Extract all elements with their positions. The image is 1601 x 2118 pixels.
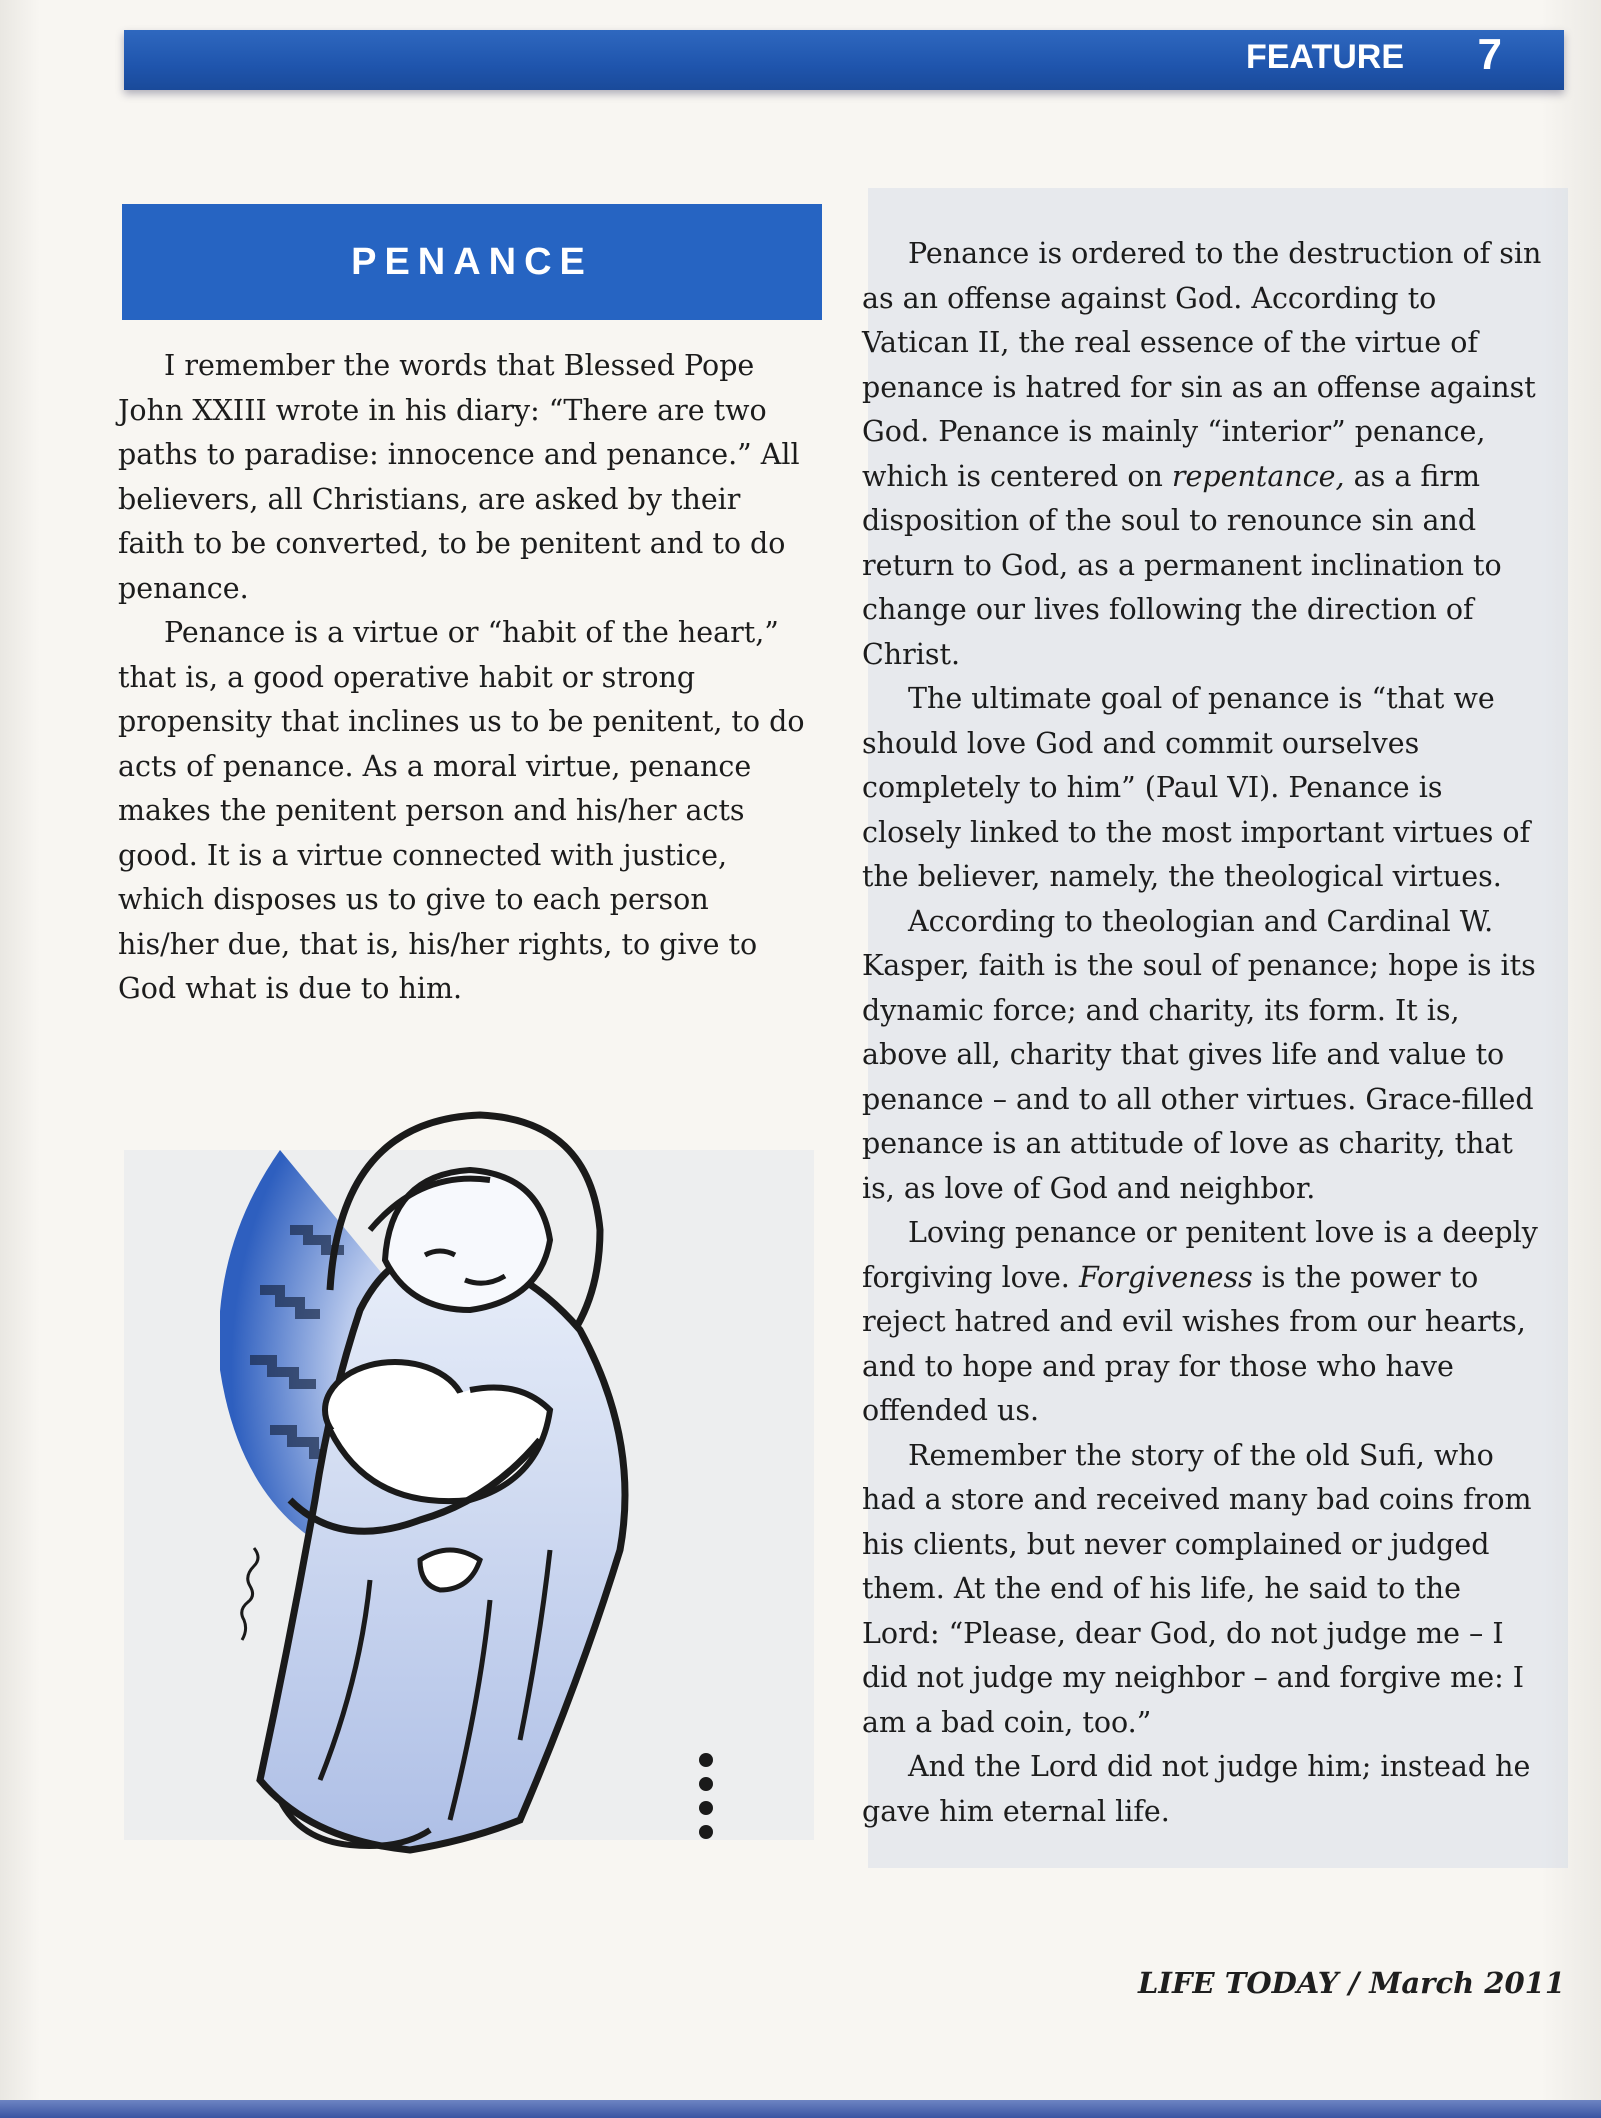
bottom-edge-strip: [0, 2100, 1601, 2118]
section-label: FEATURE: [1245, 38, 1404, 76]
text-run: is the power to reject hatred and evil wishes from our hearts, and to hope and pray for those who have offended us.: [862, 1260, 1526, 1427]
decor-dot: [699, 1825, 713, 1839]
paragraph: [862, 900, 1544, 1212]
text-run: as a firm disposition of the soul to renounce sin and return to God, as a permanent inclination to change our lives following the direction of Christ.: [862, 459, 1502, 671]
paragraph: [862, 677, 1544, 900]
madonna-and-child-illustration: [220, 1080, 780, 1880]
left-column: [118, 344, 812, 1012]
page-number: 7: [1477, 30, 1502, 79]
decor-dot: [699, 1753, 713, 1767]
text-run: And the Lord did not judge him; instead he gave him eternal life.: [862, 1750, 1531, 1828]
decor-dot: [699, 1801, 713, 1815]
section-header-bar: [124, 30, 1564, 90]
article-title: PENANCE: [351, 240, 593, 283]
text-run: Loving penance or penitent love is a deeply forgiving love.: [862, 1216, 1538, 1294]
paragraph: [862, 1434, 1544, 1746]
publication-footer: LIFE TODAY / March 2011: [1138, 1966, 1565, 2000]
paragraph: [862, 1745, 1544, 1834]
paragraph: Penance is a virtue or “habit of the heart,” that is, a good operative habit or strong propensity that inclines us to be penitent, to do acts of penance. As a moral virtue, penance makes the penitent person and his/her acts good. It is a virtue connected with justice, which disposes us to give to each person his/her due, that is, his/her rights, to give to God what is due to him.: [118, 616, 805, 1005]
right-column: [862, 232, 1544, 1834]
paragraph: [862, 232, 1544, 677]
article-title-box: [122, 204, 822, 320]
paragraph: [862, 1211, 1544, 1434]
decor-dot: [699, 1777, 713, 1791]
paragraph: I remember the words that Blessed Pope John XXIII wrote in his diary: “There are two paths to paradise: innocence and penance.” All believers, all Christians, are asked by their faith to be converted, to be penitent and to do penance.: [118, 349, 800, 605]
emphasis-text: repentance,: [1171, 459, 1345, 493]
artist-signature: [242, 1548, 258, 1640]
text-run: Remember the story of the old Sufi, who had a store and received many bad coins from his clients, but never complained or judged them. At the end of his life, he said to the Lord: “Please, dear God, do not judge me – I did not judge my neighbor – and forgive me: I am a bad coin, too.”: [862, 1438, 1532, 1739]
mother-head: [385, 1170, 550, 1310]
text-run: The ultimate goal of penance is “that we should love God and commit ourselves completely to him” (Paul VI). Penance is closely linked to the most important virtues of the believer, namely, the theological virtues.: [862, 682, 1531, 893]
text-run: Penance is ordered to the destruction of sin as an offense against God. According to Vatican II, the real essence of the virtue of penance is hatred for sin as an offense against God. Penance is mainly “interior” penance, which is centered on: [862, 237, 1542, 493]
text-run: According to theologian and Cardinal W. Kasper, faith is the soul of penance; hope is its dynamic force; and charity, its form. It is, above all, charity that gives life and value to penance – and to all other virtues. Grace-filled penance is an attitude of love as charity, that is, as love of God and neighbor.: [862, 904, 1536, 1205]
emphasis-text: Forgiveness: [1078, 1260, 1253, 1294]
